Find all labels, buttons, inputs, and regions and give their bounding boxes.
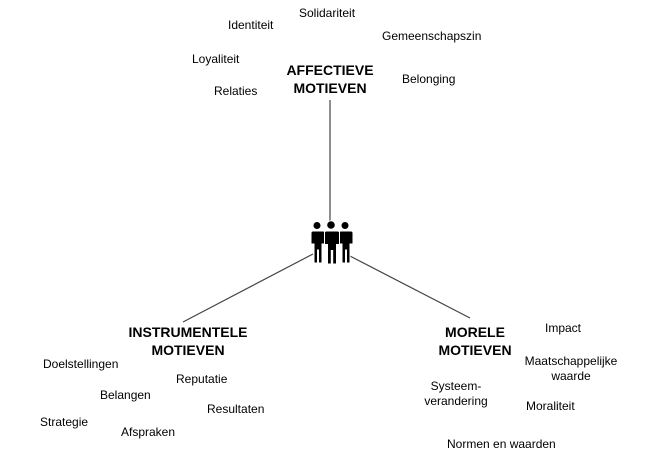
instrumental-item-doelstellingen: Doelstellingen xyxy=(43,357,119,371)
moral-item-systeemverandering: Systeem-verandering xyxy=(424,379,488,408)
moral-item-moraliteit: Moraliteit xyxy=(526,399,575,413)
heading-affective-line1: AFFECTIEVE xyxy=(286,62,374,78)
affective-item-loyaliteit: Loyaliteit xyxy=(192,52,240,66)
heading-moral xyxy=(438,323,511,359)
heading-instrumental-line1: INSTRUMENTELE xyxy=(128,324,248,340)
moral-item-impact: Impact xyxy=(545,321,582,335)
affective-item-identiteit: Identiteit xyxy=(228,18,274,32)
heading-affective-line2: MOTIEVEN xyxy=(293,80,367,96)
affective-item-belonging: Belonging xyxy=(402,72,456,86)
group-of-people-icon xyxy=(308,220,354,264)
heading-instrumental xyxy=(129,323,248,359)
affective-item-solidariteit: Solidariteit xyxy=(299,6,356,20)
affective-item-gemeenschapszin: Gemeenschapszin xyxy=(382,29,482,43)
connector-moral xyxy=(346,254,470,318)
instrumental-item-belangen: Belangen xyxy=(100,388,151,402)
heading-affective xyxy=(286,61,373,97)
instrumental-item-reputatie: Reputatie xyxy=(176,372,228,386)
heading-instrumental-line2: MOTIEVEN xyxy=(151,342,225,358)
instrumental-item-strategie: Strategie xyxy=(40,415,89,429)
affective-item-relaties: Relaties xyxy=(214,84,258,98)
moral-item-maatschappelijke-waarde: Maatschappelijke waarde xyxy=(524,354,618,383)
instrumental-item-resultaten: Resultaten xyxy=(207,402,265,416)
heading-moral-line1: MORELE xyxy=(445,324,505,340)
moral-item-normen-en-waarden: Normen en waarden xyxy=(447,437,556,451)
connector-instrumental xyxy=(183,254,313,322)
heading-moral-line2: MOTIEVEN xyxy=(438,342,512,358)
instrumental-item-afspraken: Afspraken xyxy=(121,425,176,439)
